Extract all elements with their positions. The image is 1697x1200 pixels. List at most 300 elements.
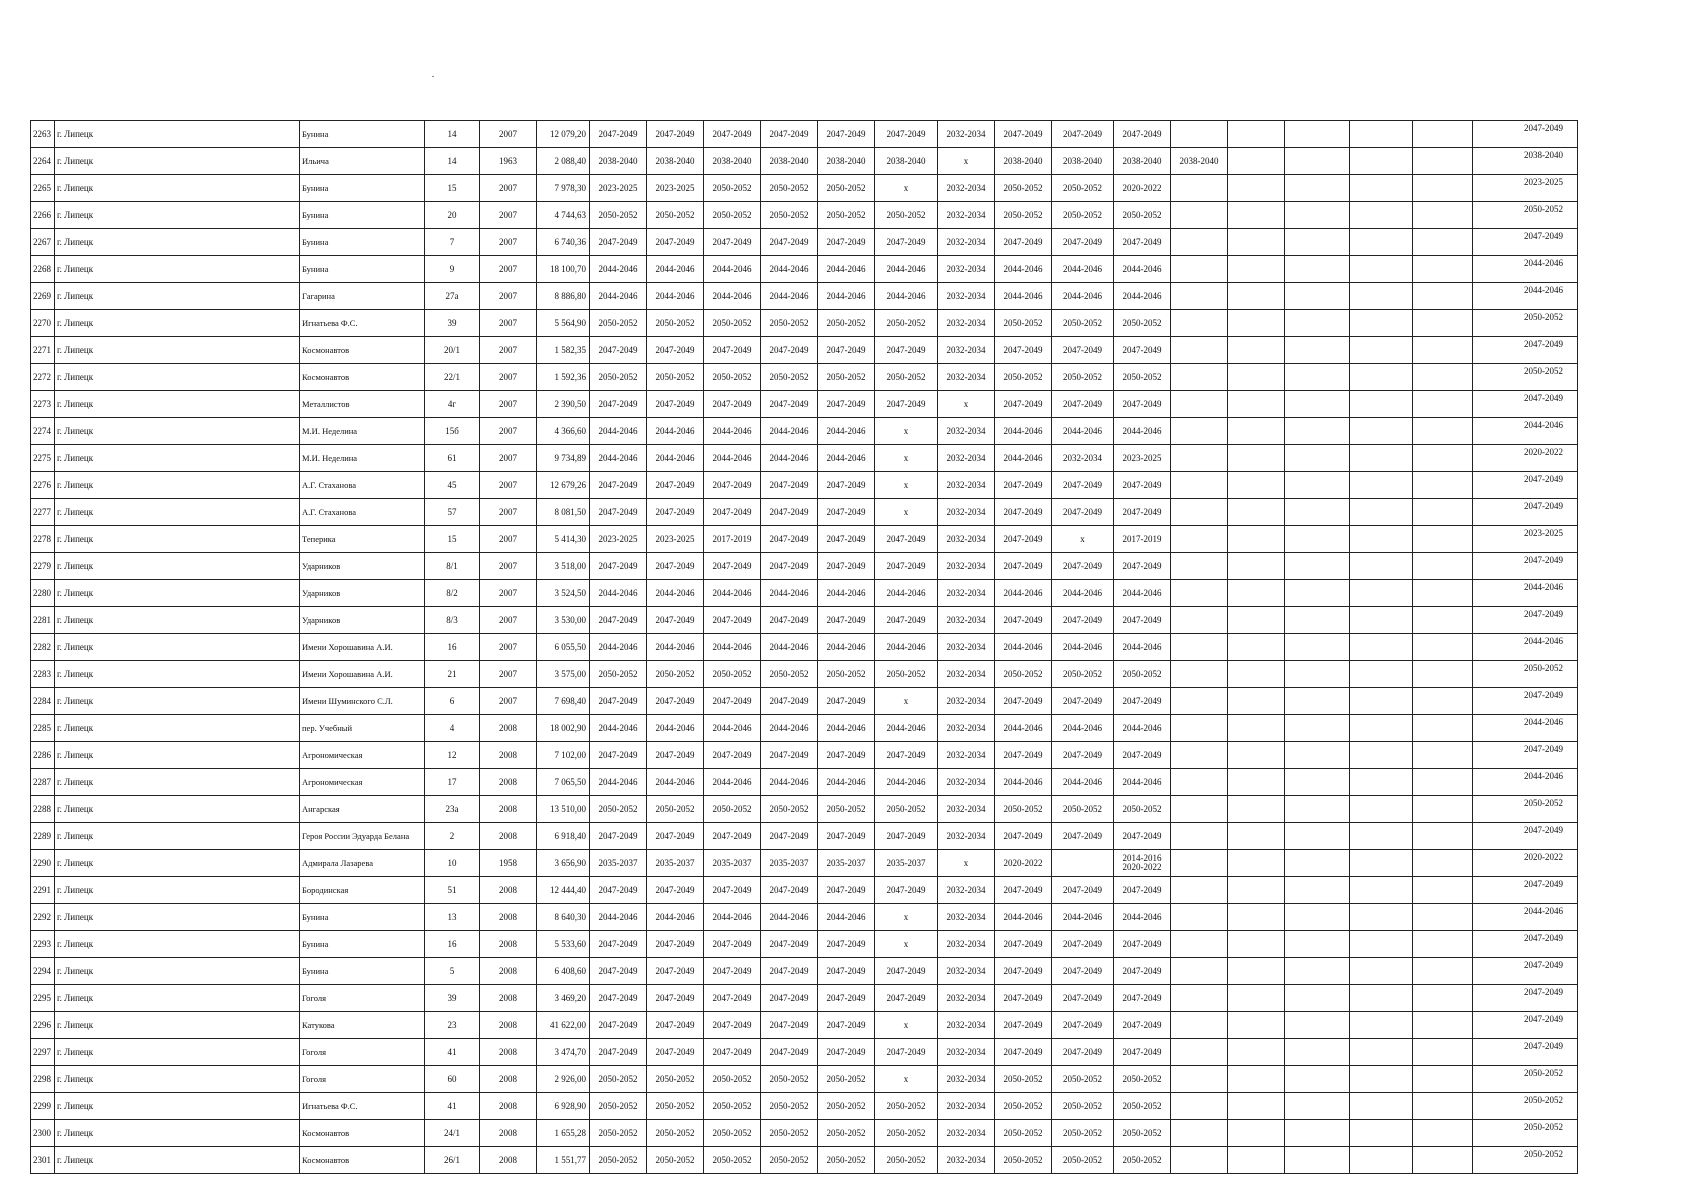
period-cell: 2044-2046 — [818, 256, 875, 283]
period-cell: 2047-2049 — [1114, 877, 1171, 904]
period-cell — [1350, 229, 1413, 256]
period-cell: 2044-2046 — [590, 283, 647, 310]
period-cell: 2047-2049 — [647, 823, 704, 850]
period-cell — [1171, 688, 1228, 715]
area-cell: 3 524,50 — [537, 580, 590, 607]
period-cell: 2050-2052 — [1052, 175, 1114, 202]
period-cell: 2044-2046 — [1114, 715, 1171, 742]
final-period-cell: 2044-2046 — [1473, 769, 1578, 796]
period-cell: 2050-2052 — [761, 310, 818, 337]
row-number: 2271 — [31, 337, 55, 364]
street-cell: Космонавтов — [300, 337, 425, 364]
period-cell: 2050-2052 — [704, 1147, 761, 1174]
build-year-cell: 2007 — [480, 661, 537, 688]
period-cell: 2047-2049 — [761, 742, 818, 769]
street-cell: А.Г. Стаханова — [300, 472, 425, 499]
period-cell — [1228, 391, 1285, 418]
period-cell — [1413, 418, 1473, 445]
period-cell: 2047-2049 — [647, 1039, 704, 1066]
period-cell: 2044-2046 — [818, 715, 875, 742]
period-cell: 2044-2046 — [647, 445, 704, 472]
area-cell: 7 978,30 — [537, 175, 590, 202]
period-cell: 2047-2049 — [875, 958, 938, 985]
street-cell: Игнатьева Ф.С. — [300, 310, 425, 337]
street-cell: Гоголя — [300, 1066, 425, 1093]
final-period-cell: 2047-2049 — [1473, 472, 1578, 499]
period-cell: 2047-2049 — [704, 985, 761, 1012]
row-number: 2280 — [31, 580, 55, 607]
final-period-cell: 2047-2049 — [1473, 877, 1578, 904]
period-cell — [1171, 1012, 1228, 1039]
period-cell: х — [875, 472, 938, 499]
period-cell — [1350, 526, 1413, 553]
period-cell: 2044-2046 — [761, 769, 818, 796]
period-cell — [1350, 607, 1413, 634]
area-cell: 3 469,20 — [537, 985, 590, 1012]
period-cell: 2047-2049 — [995, 742, 1052, 769]
period-cell: 2032-2034 — [938, 499, 995, 526]
build-year-cell: 2008 — [480, 796, 537, 823]
table-row — [31, 607, 1578, 634]
table-row — [31, 553, 1578, 580]
period-cell: 2050-2052 — [761, 364, 818, 391]
area-cell: 8 640,30 — [537, 904, 590, 931]
street-cell: Бунина — [300, 229, 425, 256]
row-number: 2269 — [31, 283, 55, 310]
period-cell — [1350, 283, 1413, 310]
period-cell — [1413, 256, 1473, 283]
period-cell — [1228, 337, 1285, 364]
period-cell — [1171, 742, 1228, 769]
period-cell — [1171, 580, 1228, 607]
period-cell: 2047-2049 — [590, 823, 647, 850]
period-cell — [1171, 283, 1228, 310]
period-cell: 2044-2046 — [875, 769, 938, 796]
period-cell — [1413, 202, 1473, 229]
period-cell — [1228, 931, 1285, 958]
period-cell: 2050-2052 — [590, 310, 647, 337]
period-cell: 2050-2052 — [818, 175, 875, 202]
table-row — [31, 877, 1578, 904]
period-cell: 2044-2046 — [590, 634, 647, 661]
period-cell: 2047-2049 — [590, 121, 647, 148]
period-cell — [1350, 985, 1413, 1012]
period-cell — [1350, 796, 1413, 823]
period-cell: 2050-2052 — [704, 202, 761, 229]
house-number-cell: 12 — [425, 742, 480, 769]
period-cell: 2044-2046 — [704, 256, 761, 283]
city-cell: г. Липецк — [55, 850, 300, 877]
street-cell: Бунина — [300, 931, 425, 958]
period-cell: 2050-2052 — [590, 1066, 647, 1093]
row-number: 2291 — [31, 877, 55, 904]
row-number: 2288 — [31, 796, 55, 823]
period-cell — [1171, 310, 1228, 337]
city-cell: г. Липецк — [55, 688, 300, 715]
house-number-cell: 15 — [425, 526, 480, 553]
period-cell — [1413, 229, 1473, 256]
period-cell: 2023-2025 — [647, 175, 704, 202]
period-cell: 2044-2046 — [818, 634, 875, 661]
period-cell: 2032-2034 — [938, 985, 995, 1012]
period-cell: 2050-2052 — [647, 1093, 704, 1120]
period-cell: 2047-2049 — [818, 985, 875, 1012]
house-number-cell: 15б — [425, 418, 480, 445]
period-cell: 2014-2016 2020-2022 — [1114, 850, 1171, 877]
period-cell — [1413, 1120, 1473, 1147]
period-cell: 2050-2052 — [647, 1066, 704, 1093]
period-cell — [1171, 229, 1228, 256]
period-cell: 2032-2034 — [938, 472, 995, 499]
period-cell: 2050-2052 — [761, 175, 818, 202]
period-cell: 2047-2049 — [818, 499, 875, 526]
period-cell: 2047-2049 — [590, 958, 647, 985]
period-cell: 2047-2049 — [818, 229, 875, 256]
final-period-cell: 2047-2049 — [1473, 553, 1578, 580]
period-cell: 2047-2049 — [1114, 931, 1171, 958]
period-cell — [1228, 904, 1285, 931]
period-cell: 2047-2049 — [818, 1039, 875, 1066]
table-row — [31, 742, 1578, 769]
period-cell: 2044-2046 — [647, 634, 704, 661]
period-cell: 2047-2049 — [1052, 688, 1114, 715]
period-cell — [1413, 1093, 1473, 1120]
period-cell — [1285, 1012, 1350, 1039]
table-row — [31, 283, 1578, 310]
period-cell — [1171, 634, 1228, 661]
area-cell: 12 444,40 — [537, 877, 590, 904]
table-row — [31, 418, 1578, 445]
period-cell: 2050-2052 — [647, 661, 704, 688]
period-cell — [1285, 634, 1350, 661]
area-cell: 5 414,30 — [537, 526, 590, 553]
period-cell — [1285, 715, 1350, 742]
table-row — [31, 580, 1578, 607]
period-cell — [1228, 364, 1285, 391]
period-cell: 2047-2049 — [818, 607, 875, 634]
area-cell: 3 656,90 — [537, 850, 590, 877]
period-cell: 2035-2037 — [818, 850, 875, 877]
area-cell: 1 551,77 — [537, 1147, 590, 1174]
street-cell: Игнатьева Ф.С. — [300, 1093, 425, 1120]
house-number-cell: 39 — [425, 310, 480, 337]
period-cell: 2047-2049 — [818, 1012, 875, 1039]
period-cell — [1171, 256, 1228, 283]
period-cell: 2032-2034 — [938, 1093, 995, 1120]
period-cell — [1228, 148, 1285, 175]
period-cell: 2035-2037 — [761, 850, 818, 877]
period-cell: 2047-2049 — [995, 958, 1052, 985]
final-period-cell: 2047-2049 — [1473, 958, 1578, 985]
period-cell — [1413, 661, 1473, 688]
row-number: 2277 — [31, 499, 55, 526]
period-cell: 2047-2049 — [818, 688, 875, 715]
period-cell: 2047-2049 — [761, 985, 818, 1012]
table-row — [31, 769, 1578, 796]
period-cell: 2050-2052 — [995, 364, 1052, 391]
period-cell: 2047-2049 — [647, 553, 704, 580]
row-number: 2294 — [31, 958, 55, 985]
final-period-cell: 2020-2022 — [1473, 445, 1578, 472]
period-cell: 2047-2049 — [647, 1012, 704, 1039]
house-number-cell: 2 — [425, 823, 480, 850]
period-cell: 2044-2046 — [704, 904, 761, 931]
street-cell: Ангарская — [300, 796, 425, 823]
period-cell: 2047-2049 — [875, 1039, 938, 1066]
build-year-cell: 1963 — [480, 148, 537, 175]
period-cell — [1350, 499, 1413, 526]
house-number-cell: 4г — [425, 391, 480, 418]
period-cell — [1413, 931, 1473, 958]
period-cell: 2032-2034 — [938, 661, 995, 688]
period-cell — [1413, 1039, 1473, 1066]
period-cell — [1285, 742, 1350, 769]
period-cell: 2047-2049 — [1114, 742, 1171, 769]
period-cell — [1171, 121, 1228, 148]
period-cell: 2032-2034 — [938, 796, 995, 823]
period-cell — [1413, 310, 1473, 337]
street-cell: М.И. Неделина — [300, 445, 425, 472]
period-cell: 2050-2052 — [761, 202, 818, 229]
period-cell: 2044-2046 — [704, 715, 761, 742]
period-cell — [1350, 823, 1413, 850]
period-cell: 2032-2034 — [938, 229, 995, 256]
build-year-cell: 2007 — [480, 634, 537, 661]
build-year-cell: 2008 — [480, 985, 537, 1012]
period-cell: 2044-2046 — [1052, 715, 1114, 742]
period-cell — [1171, 850, 1228, 877]
period-cell: 2044-2046 — [647, 715, 704, 742]
period-cell: 2047-2049 — [1114, 337, 1171, 364]
period-cell — [1285, 1066, 1350, 1093]
period-cell: 2050-2052 — [647, 364, 704, 391]
final-period-cell: 2050-2052 — [1473, 1147, 1578, 1174]
period-cell: 2050-2052 — [995, 1120, 1052, 1147]
row-number: 2298 — [31, 1066, 55, 1093]
period-cell: 2044-2046 — [647, 418, 704, 445]
period-cell: 2050-2052 — [647, 1120, 704, 1147]
table-row — [31, 1066, 1578, 1093]
city-cell: г. Липецк — [55, 958, 300, 985]
street-cell: Гагарина — [300, 283, 425, 310]
period-cell — [1171, 958, 1228, 985]
house-number-cell: 17 — [425, 769, 480, 796]
period-cell: 2032-2034 — [938, 1147, 995, 1174]
period-cell: 2044-2046 — [995, 256, 1052, 283]
city-cell: г. Липецк — [55, 256, 300, 283]
area-cell: 18 002,90 — [537, 715, 590, 742]
period-cell — [1171, 418, 1228, 445]
build-year-cell: 2007 — [480, 337, 537, 364]
period-cell: 2047-2049 — [1052, 823, 1114, 850]
build-year-cell: 2007 — [480, 283, 537, 310]
house-number-cell: 27а — [425, 283, 480, 310]
period-cell: 2047-2049 — [704, 472, 761, 499]
area-cell: 3 530,00 — [537, 607, 590, 634]
period-cell — [1285, 175, 1350, 202]
period-cell — [1413, 985, 1473, 1012]
period-cell: 2050-2052 — [590, 1147, 647, 1174]
period-cell: 2044-2046 — [1114, 769, 1171, 796]
period-cell — [1228, 1012, 1285, 1039]
period-cell: 2044-2046 — [818, 283, 875, 310]
period-cell: 2044-2046 — [761, 256, 818, 283]
period-cell: х — [875, 904, 938, 931]
period-cell: 2050-2052 — [1052, 310, 1114, 337]
area-cell: 5 564,90 — [537, 310, 590, 337]
period-cell: 2047-2049 — [647, 742, 704, 769]
build-year-cell: 2007 — [480, 688, 537, 715]
street-cell: Бунина — [300, 904, 425, 931]
period-cell — [1228, 850, 1285, 877]
period-cell: 2047-2049 — [995, 931, 1052, 958]
period-cell: х — [875, 418, 938, 445]
period-cell: 2032-2034 — [938, 715, 995, 742]
final-period-cell: 2047-2049 — [1473, 931, 1578, 958]
period-cell — [1413, 850, 1473, 877]
period-cell: 2047-2049 — [704, 337, 761, 364]
build-year-cell: 2007 — [480, 526, 537, 553]
period-cell: 2050-2052 — [995, 1147, 1052, 1174]
street-cell: Имени Хорошавина А.И. — [300, 634, 425, 661]
period-cell — [1285, 877, 1350, 904]
period-cell: 2035-2037 — [704, 850, 761, 877]
period-cell: 2050-2052 — [995, 661, 1052, 688]
period-cell — [1413, 121, 1473, 148]
row-number: 2285 — [31, 715, 55, 742]
final-period-cell: 2047-2049 — [1473, 688, 1578, 715]
area-cell: 7 698,40 — [537, 688, 590, 715]
period-cell: 2044-2046 — [1114, 580, 1171, 607]
house-number-cell: 45 — [425, 472, 480, 499]
period-cell: х — [875, 445, 938, 472]
period-cell: 2032-2034 — [938, 418, 995, 445]
period-cell: 2032-2034 — [938, 175, 995, 202]
street-cell: Космонавтов — [300, 1120, 425, 1147]
city-cell: г. Липецк — [55, 202, 300, 229]
period-cell: 2047-2049 — [590, 499, 647, 526]
period-cell — [1228, 202, 1285, 229]
build-year-cell: 1958 — [480, 850, 537, 877]
period-cell: 2047-2049 — [1114, 688, 1171, 715]
final-period-cell: 2050-2052 — [1473, 1093, 1578, 1120]
street-cell: Бородинская — [300, 877, 425, 904]
build-year-cell: 2007 — [480, 364, 537, 391]
period-cell — [1413, 823, 1473, 850]
period-cell — [1285, 580, 1350, 607]
period-cell: 2047-2049 — [875, 391, 938, 418]
row-number: 2263 — [31, 121, 55, 148]
period-cell — [1413, 445, 1473, 472]
period-cell: 2047-2049 — [704, 823, 761, 850]
period-cell — [1228, 1066, 1285, 1093]
period-cell — [1228, 175, 1285, 202]
period-cell — [1285, 121, 1350, 148]
build-year-cell: 2007 — [480, 256, 537, 283]
street-cell: Космонавтов — [300, 364, 425, 391]
final-period-cell: 2050-2052 — [1473, 661, 1578, 688]
period-cell: 2047-2049 — [995, 121, 1052, 148]
city-cell: г. Липецк — [55, 148, 300, 175]
city-cell: г. Липецк — [55, 472, 300, 499]
area-cell: 41 622,00 — [537, 1012, 590, 1039]
period-cell — [1285, 310, 1350, 337]
period-cell: 2035-2037 — [647, 850, 704, 877]
period-cell: 2050-2052 — [590, 202, 647, 229]
street-cell: Имени Шуминского С.Л. — [300, 688, 425, 715]
period-cell — [1052, 850, 1114, 877]
period-cell: 2047-2049 — [590, 553, 647, 580]
period-cell — [1285, 769, 1350, 796]
period-cell: 2047-2049 — [647, 121, 704, 148]
city-cell: г. Липецк — [55, 634, 300, 661]
period-cell: 2047-2049 — [995, 1012, 1052, 1039]
period-cell: 2050-2052 — [1114, 364, 1171, 391]
period-cell: 2047-2049 — [995, 526, 1052, 553]
period-cell: 2050-2052 — [875, 1093, 938, 1120]
table-row — [31, 823, 1578, 850]
period-cell: 2047-2049 — [761, 931, 818, 958]
period-cell — [1171, 445, 1228, 472]
period-cell — [1350, 391, 1413, 418]
period-cell — [1171, 1093, 1228, 1120]
table-row — [31, 1120, 1578, 1147]
final-period-cell: 2044-2046 — [1473, 256, 1578, 283]
period-cell: 2044-2046 — [590, 445, 647, 472]
period-cell: 2050-2052 — [818, 202, 875, 229]
area-cell: 2 926,00 — [537, 1066, 590, 1093]
build-year-cell: 2007 — [480, 175, 537, 202]
period-cell — [1285, 661, 1350, 688]
period-cell: 2050-2052 — [995, 310, 1052, 337]
street-cell: Агрономическая — [300, 742, 425, 769]
period-cell: 2044-2046 — [1114, 256, 1171, 283]
period-cell — [1350, 877, 1413, 904]
period-cell: 2047-2049 — [590, 742, 647, 769]
house-number-cell: 13 — [425, 904, 480, 931]
street-cell: Катукова — [300, 1012, 425, 1039]
city-cell: г. Липецк — [55, 1066, 300, 1093]
house-number-cell: 21 — [425, 661, 480, 688]
house-number-cell: 61 — [425, 445, 480, 472]
period-cell — [1285, 985, 1350, 1012]
house-number-cell: 4 — [425, 715, 480, 742]
period-cell: 2050-2052 — [1114, 310, 1171, 337]
period-cell: 2047-2049 — [1114, 499, 1171, 526]
period-cell: 2047-2049 — [1052, 607, 1114, 634]
period-cell — [1413, 553, 1473, 580]
period-cell — [1350, 715, 1413, 742]
period-cell: 2050-2052 — [1052, 364, 1114, 391]
period-cell: 2050-2052 — [818, 1147, 875, 1174]
house-number-cell: 51 — [425, 877, 480, 904]
street-cell: Гоголя — [300, 1039, 425, 1066]
period-cell — [1228, 958, 1285, 985]
period-cell: 2047-2049 — [647, 958, 704, 985]
period-cell: 2047-2049 — [1052, 958, 1114, 985]
period-cell: 2044-2046 — [1052, 418, 1114, 445]
final-period-cell: 2047-2049 — [1473, 499, 1578, 526]
period-cell: 2050-2052 — [818, 661, 875, 688]
period-cell: 2047-2049 — [1052, 877, 1114, 904]
table-row — [31, 148, 1578, 175]
build-year-cell: 2008 — [480, 715, 537, 742]
final-period-cell: 2050-2052 — [1473, 1066, 1578, 1093]
period-cell: 2050-2052 — [647, 310, 704, 337]
period-cell: 2047-2049 — [875, 823, 938, 850]
period-cell — [1285, 256, 1350, 283]
period-cell — [1413, 283, 1473, 310]
